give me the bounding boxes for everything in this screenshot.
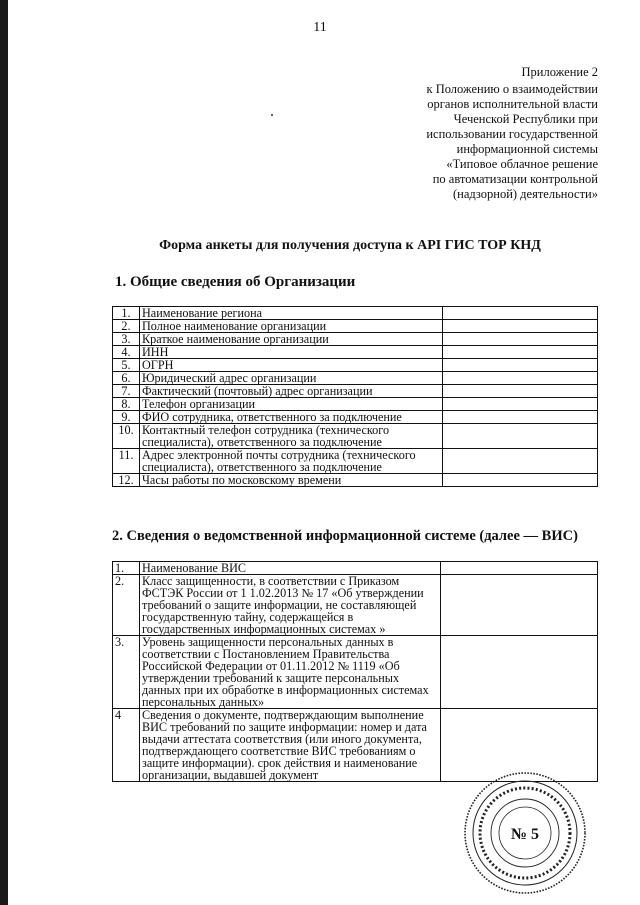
table-row [113,359,598,372]
appendix-line: «Типовое облачное решение [446,157,598,171]
row-number: 7. [113,385,140,398]
row-label: Наименование ВИС [140,562,441,575]
information-system-table [112,561,598,782]
section2-heading: 2. Сведения о ведомственной информационной системе (далее — ВИС) [112,528,578,544]
row-number: 6. [113,372,140,385]
appendix-title: Приложение 2 [521,65,598,79]
row-value[interactable] [443,359,598,372]
table-row [113,372,598,385]
table-row [113,575,598,636]
row-value[interactable] [443,307,598,320]
row-label: Юридический адрес организации [140,372,443,385]
scan-edge [0,0,8,905]
row-number: 2. [113,320,140,333]
appendix-line: (надзорной) деятельности» [452,187,598,201]
appendix-line: по автоматизации контрольной [432,172,598,186]
row-label: Краткое наименование организации [140,333,443,346]
appendix-line: использовании государственной [426,127,598,141]
form-title: Форма анкеты для получения доступа к API ГИС ТОР КНД [159,238,541,253]
row-value[interactable] [443,333,598,346]
appendix-line: к Положению о взаимодействии [426,82,598,96]
table-row [113,636,598,709]
table-row [113,346,598,359]
row-label: Адрес электронной почты сотрудника (технического специалиста), ответственного за подключение [140,449,443,474]
table-row [113,411,598,424]
appendix-block [378,65,598,202]
row-label: Фактический (почтовый) адрес организации [140,385,443,398]
row-number: 1. [113,307,140,320]
row-number: 5. [113,359,140,372]
row-number: 3. [113,333,140,346]
row-value[interactable] [443,424,598,449]
table-row [113,562,598,575]
row-number: 9. [113,411,140,424]
row-number: 8. [113,398,140,411]
section1-heading: 1. Общие сведения об Организации [115,274,356,290]
table-row [113,333,598,346]
seal-number: № 5 [510,826,540,843]
row-value[interactable] [443,398,598,411]
organization-info-table [112,306,598,487]
official-seal [462,770,588,896]
appendix-line: Чеченской Республики при [453,112,598,126]
row-number: 1. [113,562,140,575]
row-number: 4. [113,346,140,359]
appendix-line: органов исполнительной власти [427,97,598,111]
row-label: Наименование региона [140,307,443,320]
scan-speck [271,114,273,116]
row-number: 3. [113,636,140,709]
row-number: 11. [113,449,140,474]
table-row [113,424,598,449]
row-label: ОГРН [140,359,443,372]
table-row [113,385,598,398]
row-number: 2. [113,575,140,636]
row-label: ФИО сотрудника, ответственного за подключение [140,411,443,424]
row-value[interactable] [443,346,598,359]
row-value[interactable] [441,636,598,709]
table-row [113,449,598,474]
row-value[interactable] [443,320,598,333]
table-row [113,307,598,320]
table-row [113,398,598,411]
row-label: Класс защищенности, в соответствии с Приказом ФСТЭК России от 1 1.02.2013 № 17 «Об утверждении требований о защите информации, не составляющей государственную тайну, содержащейся в государственных информационных системах » [140,575,441,636]
row-label: Сведения о документе, подтверждающим выполнение ВИС требований по защите информации: номер и дата выдачи аттестата соответствия (или иного документа, подтверждающего соответствие ВИС требованиям о защите информации). срок действия и наименование организации, выдавшей документ [140,709,441,782]
row-value[interactable] [441,575,598,636]
row-label: Полное наименование организации [140,320,443,333]
row-label: Часы работы по московскому времени [140,474,443,487]
row-label: Уровень защищенности персональных данных в соответствии с Постановлением Правительства Российской Федерации от 01.11.2012 № 1119 «Об утверждении требований к защите персональных данных при их обработке в информационных системах персональных данных» [140,636,441,709]
row-value[interactable] [443,411,598,424]
table-row [113,474,598,487]
row-label: Телефон организации [140,398,443,411]
row-label: ИНН [140,346,443,359]
appendix-line: информационной системы [456,142,598,156]
row-number: 10. [113,424,140,449]
row-value[interactable] [441,562,598,575]
row-value[interactable] [443,372,598,385]
page-number: 11 [313,20,327,35]
row-label: Контактный телефон сотрудника (технического специалиста), ответственного за подключение [140,424,443,449]
row-value[interactable] [443,474,598,487]
table-row [113,320,598,333]
row-value[interactable] [443,449,598,474]
row-number: 4 [113,709,140,782]
row-value[interactable] [443,385,598,398]
row-number: 12. [113,474,140,487]
